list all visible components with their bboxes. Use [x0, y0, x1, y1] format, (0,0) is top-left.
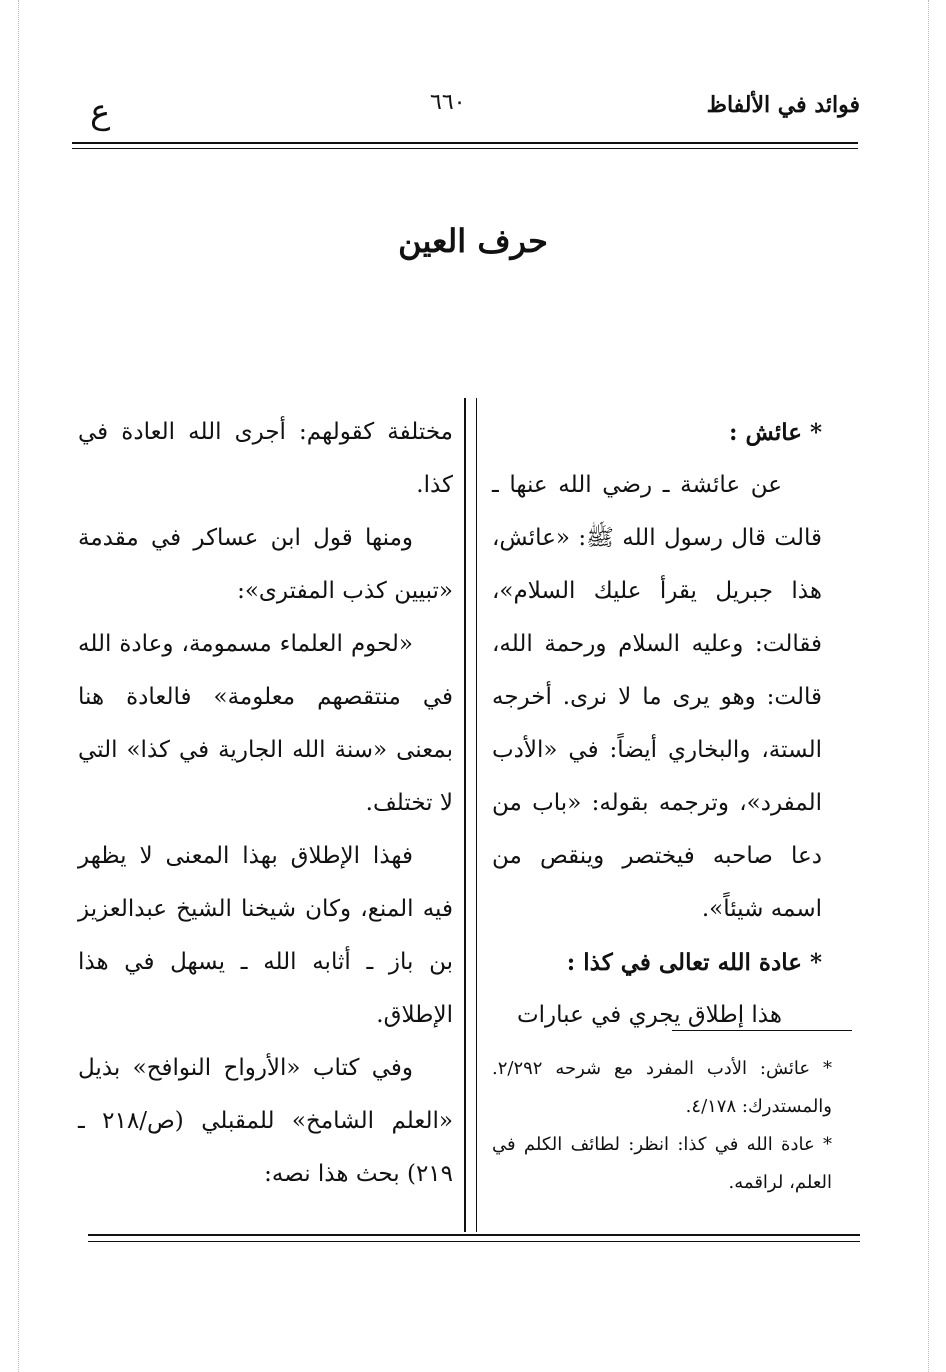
entry-text-adat-allah: هذا إطلاق يجري في عبارات — [516, 1002, 782, 1028]
footer-rule-top — [88, 1234, 860, 1236]
column-divider-left — [464, 398, 466, 1232]
footnotes — [492, 1050, 832, 1202]
footnote: * عادة الله في كذا: انظر: لطائف الكلم في العلم، لراقمه. — [492, 1134, 832, 1193]
column-divider-right — [476, 398, 477, 1232]
book-title: فوائد في الألفاظ — [706, 92, 860, 118]
paragraph: «لحوم العلماء مسمومة، وعادة الله في منتقصهم معلومة» فالعادة هنا بمعنى «سنة الله الجارية في كذا» التي لا تختلف. — [78, 631, 453, 816]
entry-text-aish: عن عائشة ـ رضي الله عنها ـ قالت قال رسول الله ﷺ: «عائش، هذا جبريل يقرأ عليك السلام»، فقالت: وعليه السلام ورحمة الله، قالت: وهو يرى ما لا نرى. أخرجه الستة، والبخاري أيضاً: في «الأدب المفرد»، وترجمه بقوله: «باب من دعا صاحبه فيختصر وينقص من اسمه شيئاً». — [492, 472, 822, 922]
chapter-heading: حرف العين — [398, 222, 548, 260]
header-rule-bottom — [72, 148, 858, 149]
section-letter: ع — [90, 92, 111, 132]
paragraph: فهذا الإطلاق بهذا المعنى لا يظهر فيه المنع، وكان شيخنا الشيخ عبدالعزيز بن باز ـ أثابه الله ـ يسهل في هذا الإطلاق. — [78, 843, 453, 1028]
header-rule-top — [72, 142, 858, 144]
entry-title-aish: * عائش : — [729, 419, 822, 446]
scan-edge-dots-right — [928, 0, 929, 1372]
footnote: * عائش: الأدب المفرد مع شرحه ٢/٢٩٢. والمستدرك: ٤/١٧٨. — [492, 1058, 832, 1117]
page-number: ٦٦٠ — [430, 90, 466, 115]
right-column — [492, 406, 822, 1042]
footnote-separator — [672, 1030, 852, 1031]
paragraph: ومنها قول ابن عساكر في مقدمة «تبيين كذب المفترى»: — [78, 525, 453, 604]
entry-title-adat-allah: * عادة الله تعالى في كذا : — [566, 949, 822, 976]
left-column — [78, 406, 453, 1201]
scan-edge-dots-left — [18, 0, 19, 1372]
paragraph: وفي كتاب «الأرواح النوافح» بذيل «العلم الشامخ» للمقبلي (ص/٢١٨ ـ ٢١٩) بحث هذا نصه: — [78, 1055, 453, 1187]
paragraph: مختلفة كقولهم: أجرى الله العادة في كذا. — [78, 419, 453, 498]
footer-rule-bottom — [88, 1241, 860, 1242]
